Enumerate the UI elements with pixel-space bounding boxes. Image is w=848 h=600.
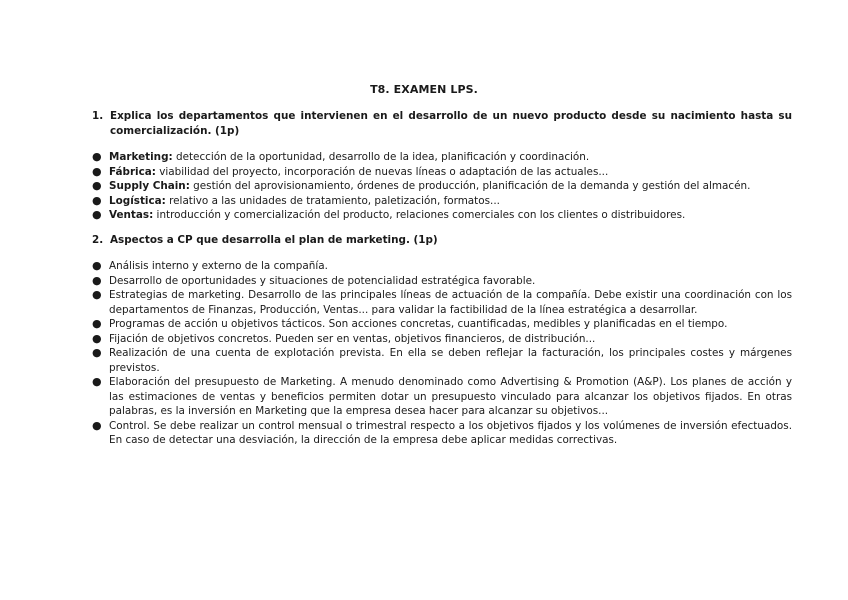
bullet-text: Estrategias de marketing. Desarrollo de las principales líneas de actuación de la compañía. Debe existir una coordinación con los departamentos de Finanzas, Producción, Ventas... para validar la factibilidad de la línea estratégica a desarrollar. xyxy=(109,289,792,316)
bullet-icon: ● xyxy=(92,208,102,221)
bullet-icon: ● xyxy=(92,331,102,345)
list-item xyxy=(92,194,792,209)
bullet-icon: ● xyxy=(92,346,102,359)
bullet-text: Elaboración del presupuesto de Marketing. A menudo denominado como Advertising & Promotion (A&P). Los planes de acción y las estimaciones de ventas y beneficios permiten dotar un presupuesto vinculado para alcanzar los objetivos fijados. En otras palabras, es la inversión en Marketing que la empresa desea hacer para alcanzar su objetivos... xyxy=(109,376,792,417)
list-item xyxy=(92,274,792,289)
bullet-text: Control. Se debe realizar un control mensual o trimestral respecto a los objetivos fijados y los volúmenes de inversión efectuados. En caso de detectar una desviación, la dirección de la empresa debe aplicar medidas correctivas. xyxy=(109,419,792,446)
spacer xyxy=(92,247,792,259)
bullet-icon: ● xyxy=(92,317,102,330)
question-1 xyxy=(92,109,792,138)
bullet-text: Realización de una cuenta de explotación prevista. En ella se deben reflejar la facturación, los principales costes y márgenes previstos. xyxy=(109,347,792,374)
bullet-text: Fijación de objetivos concretos. Pueden ser en ventas, objetivos financieros, de distribución... xyxy=(109,332,596,345)
question-1-answer-list xyxy=(92,150,792,223)
bullet-text: gestión del aprovisionamiento, órdenes de producción, planificación de la demanda y gestión del almacén. xyxy=(189,180,751,192)
bullet-term: Marketing: xyxy=(109,151,173,163)
question-number: 2. xyxy=(92,233,104,246)
list-item xyxy=(92,317,792,332)
page-title: T8. EXAMEN LPS. xyxy=(370,83,478,96)
bullet-icon: ● xyxy=(92,375,102,388)
bullet-icon: ● xyxy=(92,164,102,178)
list-item xyxy=(92,346,792,375)
bullet-term: Fábrica: xyxy=(109,165,156,178)
list-item xyxy=(92,419,792,448)
bullet-text: Desarrollo de oportunidades y situaciones de potencialidad estratégica favorable. xyxy=(109,274,536,287)
question-number: 1. xyxy=(92,110,104,122)
bullet-term: Ventas: xyxy=(109,209,154,221)
question-2 xyxy=(92,233,792,248)
spacer xyxy=(92,138,792,150)
bullet-text: introducción y comercialización del producto, relaciones comerciales con los clientes o distribuidores. xyxy=(153,209,686,221)
bullet-icon: ● xyxy=(92,259,102,272)
list-item xyxy=(92,259,792,274)
bullet-text: detección de la oportunidad, desarrollo de la idea, planificación y coordinación. xyxy=(172,151,590,163)
list-item xyxy=(92,332,792,347)
bullet-text: Programas de acción u objetivos tácticos. Son acciones concretas, cuantificadas, medibles y planificadas en el tiempo. xyxy=(109,318,728,330)
bullet-icon: ● xyxy=(92,288,102,301)
bullet-term: Supply Chain: xyxy=(109,180,190,192)
question-text: Aspectos a CP que desarrolla el plan de marketing. (1p) xyxy=(110,233,438,246)
bullet-icon: ● xyxy=(92,418,102,432)
spacer xyxy=(92,223,792,233)
bullet-text: relativo a las unidades de tratamiento, paletización, formatos... xyxy=(165,194,500,207)
bullet-text: Análisis interno y externo de la compañía. xyxy=(109,260,328,272)
list-item xyxy=(92,165,792,180)
list-item xyxy=(92,208,792,223)
bullet-icon: ● xyxy=(92,193,102,207)
list-item xyxy=(92,375,792,419)
bullet-term: Logística: xyxy=(109,194,166,207)
document-body xyxy=(92,109,792,448)
bullet-icon: ● xyxy=(92,273,102,287)
list-item xyxy=(92,150,792,165)
bullet-text: viabilidad del proyecto, incorporación de nuevas líneas o adaptación de las actuales... xyxy=(155,165,609,178)
list-item xyxy=(92,179,792,194)
bullet-icon: ● xyxy=(92,150,102,163)
bullet-icon: ● xyxy=(92,179,102,192)
question-text: Explica los departamentos que intervienen en el desarrollo de un nuevo producto desde su nacimiento hasta su comercialización. (1p) xyxy=(110,110,792,137)
question-2-answer-list xyxy=(92,259,792,448)
list-item xyxy=(92,288,792,317)
